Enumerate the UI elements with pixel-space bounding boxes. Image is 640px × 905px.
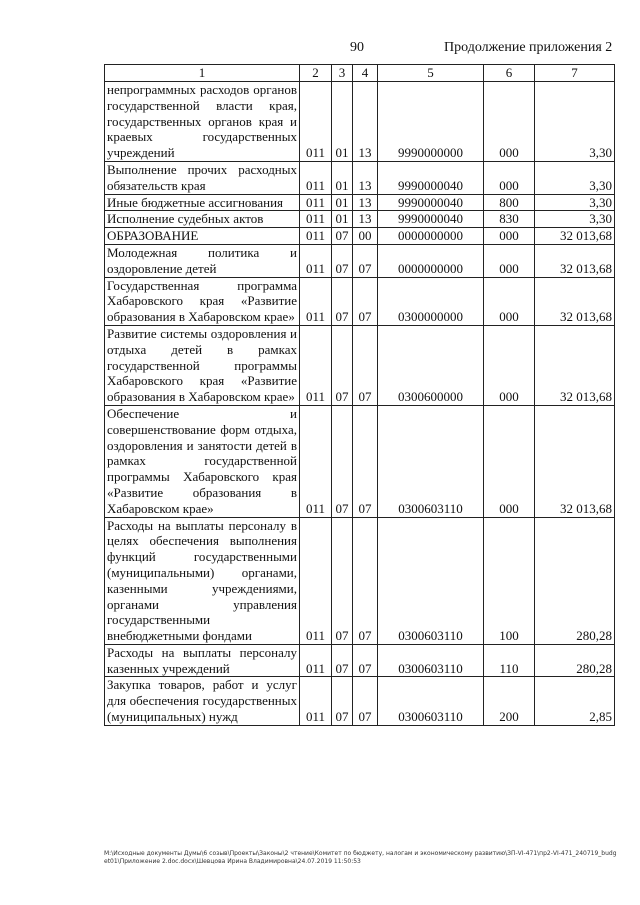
cell-code: 011 <box>300 325 332 405</box>
cell-subsection: 07 <box>353 644 378 677</box>
cell-code: 011 <box>300 644 332 677</box>
column-header: 5 <box>378 65 484 82</box>
cell-target: 9990000040 <box>378 161 484 194</box>
cell-code: 011 <box>300 277 332 325</box>
cell-target: 0300603110 <box>378 677 484 725</box>
cell-subsection: 13 <box>353 211 378 228</box>
cell-target: 0300603110 <box>378 644 484 677</box>
cell-amount: 3,30 <box>535 161 615 194</box>
page-caption: Продолжение приложения 2 <box>444 40 613 55</box>
column-header: 2 <box>300 65 332 82</box>
table-row <box>105 644 615 677</box>
cell-target: 9990000000 <box>378 82 484 162</box>
cell-subsection: 13 <box>353 194 378 211</box>
table-row <box>105 161 615 194</box>
cell-section: 01 <box>332 211 353 228</box>
cell-subsection: 13 <box>353 161 378 194</box>
cell-target: 0300603110 <box>378 517 484 644</box>
cell-target: 0300603110 <box>378 405 484 517</box>
cell-subsection: 07 <box>353 405 378 517</box>
cell-code: 011 <box>300 517 332 644</box>
cell-subsection: 13 <box>353 82 378 162</box>
column-header: 1 <box>105 65 300 82</box>
table-header-row <box>105 65 615 82</box>
cell-target: 9990000040 <box>378 211 484 228</box>
cell-amount: 280,28 <box>535 517 615 644</box>
cell-section: 07 <box>332 228 353 245</box>
cell-amount: 3,30 <box>535 82 615 162</box>
cell-code: 011 <box>300 228 332 245</box>
cell-amount: 32 013,68 <box>535 244 615 277</box>
table-row <box>105 405 615 517</box>
cell-section: 07 <box>332 405 353 517</box>
cell-code: 011 <box>300 82 332 162</box>
cell-amount: 32 013,68 <box>535 405 615 517</box>
cell-code: 011 <box>300 161 332 194</box>
cell-name: Развитие системы оздоровления и отдыха детей в рамках государственной программы Хабаровского края «Развитие образования в Хабаровском крае» <box>105 325 300 405</box>
cell-type: 000 <box>484 82 535 162</box>
cell-amount: 280,28 <box>535 644 615 677</box>
cell-section: 01 <box>332 194 353 211</box>
cell-section: 07 <box>332 277 353 325</box>
cell-subsection: 07 <box>353 677 378 725</box>
cell-amount: 32 013,68 <box>535 228 615 245</box>
cell-target: 0300600000 <box>378 325 484 405</box>
column-header: 7 <box>535 65 615 82</box>
budget-table <box>104 64 615 726</box>
cell-target: 0300000000 <box>378 277 484 325</box>
table-row <box>105 211 615 228</box>
table-row <box>105 244 615 277</box>
cell-section: 07 <box>332 644 353 677</box>
cell-code: 011 <box>300 211 332 228</box>
cell-name: Исполнение судебных актов <box>105 211 300 228</box>
cell-type: 000 <box>484 161 535 194</box>
column-header: 3 <box>332 65 353 82</box>
table-row <box>105 228 615 245</box>
cell-name: Молодежная политика и оздоровление детей <box>105 244 300 277</box>
cell-subsection: 00 <box>353 228 378 245</box>
cell-type: 200 <box>484 677 535 725</box>
cell-type: 830 <box>484 211 535 228</box>
cell-subsection: 07 <box>353 517 378 644</box>
cell-subsection: 07 <box>353 244 378 277</box>
table-row <box>105 82 615 162</box>
cell-code: 011 <box>300 194 332 211</box>
cell-type: 000 <box>484 325 535 405</box>
cell-name: Иные бюджетные ассигнования <box>105 194 300 211</box>
cell-type: 110 <box>484 644 535 677</box>
table-row <box>105 677 615 725</box>
cell-name: непрограммных расходов органов государственной власти края, государственных органов края и краевых государственных учреждений <box>105 82 300 162</box>
cell-section: 07 <box>332 677 353 725</box>
cell-name: Расходы на выплаты персоналу в целях обеспечения выполнения функций государственными (муниципальными) органами, казенными учреждениями, органами управления государственными внебюджетными фондами <box>105 517 300 644</box>
cell-section: 01 <box>332 161 353 194</box>
cell-code: 011 <box>300 677 332 725</box>
cell-name: ОБРАЗОВАНИЕ <box>105 228 300 245</box>
cell-type: 000 <box>484 405 535 517</box>
cell-type: 800 <box>484 194 535 211</box>
cell-name: Расходы на выплаты персоналу казенных учреждений <box>105 644 300 677</box>
cell-name: Закупка товаров, работ и услуг для обеспечения государственных (муниципальных) нужд <box>105 677 300 725</box>
cell-section: 07 <box>332 325 353 405</box>
column-header: 6 <box>484 65 535 82</box>
cell-target: 9990000040 <box>378 194 484 211</box>
table-row <box>105 277 615 325</box>
cell-name: Государственная программа Хабаровского края «Развитие образования в Хабаровском крае» <box>105 277 300 325</box>
cell-type: 000 <box>484 244 535 277</box>
cell-code: 011 <box>300 405 332 517</box>
cell-section: 07 <box>332 517 353 644</box>
cell-amount: 3,30 <box>535 194 615 211</box>
cell-amount: 32 013,68 <box>535 277 615 325</box>
column-header: 4 <box>353 65 378 82</box>
cell-amount: 2,85 <box>535 677 615 725</box>
cell-code: 011 <box>300 244 332 277</box>
cell-amount: 3,30 <box>535 211 615 228</box>
file-path-footer: М:\Исходные документы Думы\6 созыв\Проекты\Законы\2 чтение\Комитет по бюджету, налогам и экономическому развитию\ЗП-VI-471\пр2-VI-471_240719_budget01\Приложение 2.doc.docx\Шевцова Ирина Владимировна\24.07.2019 11:50:53 <box>104 850 617 865</box>
cell-name: Обеспечение и совершенствование форм отдыха, оздоровления и занятости детей в рамках государственной программы Хабаровского края «Развитие образования в Хабаровском крае» <box>105 405 300 517</box>
table-row <box>105 194 615 211</box>
cell-section: 07 <box>332 244 353 277</box>
cell-section: 01 <box>332 82 353 162</box>
cell-type: 000 <box>484 277 535 325</box>
cell-type: 100 <box>484 517 535 644</box>
page-number: 90 <box>350 40 364 55</box>
cell-target: 0000000000 <box>378 244 484 277</box>
table-row <box>105 517 615 644</box>
cell-subsection: 07 <box>353 277 378 325</box>
cell-subsection: 07 <box>353 325 378 405</box>
cell-name: Выполнение прочих расходных обязательств края <box>105 161 300 194</box>
cell-type: 000 <box>484 228 535 245</box>
table-row <box>105 325 615 405</box>
cell-amount: 32 013,68 <box>535 325 615 405</box>
cell-target: 0000000000 <box>378 228 484 245</box>
